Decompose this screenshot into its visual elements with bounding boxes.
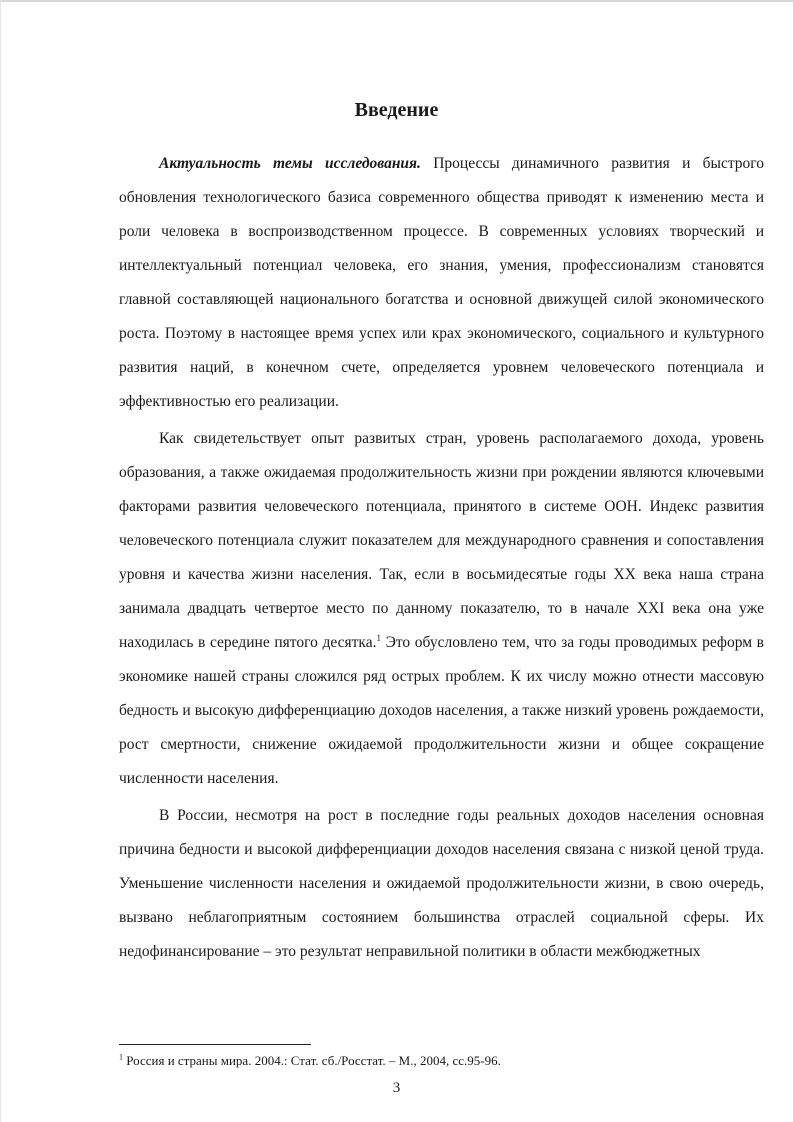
paragraph-text: Как свидетельствует опыт развитых стран, уровень располагаемого дохода, уровень образования, а также ожидаемая продолжительность жизни при рождении являются ключевыми факторами развития человеческого потенциала, принятого в системе ООН. Индекс развития человеческого потенциала служит показателем для международного сравнения и сопоставления уровня и качества жизни населения. Так, если в восьмидесятые годы XX века наша страна занимала двадцать четвертое место по данному показателю, то в начале XXI века она уже находилась в середине пятого десятка. xyxy=(119,430,764,651)
page-title: Введение xyxy=(354,99,439,121)
paragraph-experience xyxy=(119,422,764,796)
footnote-reference[interactable]: 1 xyxy=(376,632,381,643)
paragraph-text: Это обусловлено тем, что за годы проводимых реформ в экономике нашей страны сложился ряд острых проблем. К их числу можно отнести массовую бедность и высокую дифференциацию доходов населения, а также низкий уровень рождаемости, рост смертности, снижение ожидаемой продолжительности жизни и общее сокращение численности населения. xyxy=(119,634,764,787)
footnote-text: Россия и страны мира. 2004.: Стат. сб./Росстат. – М., 2004, сс.95-96. xyxy=(123,1053,501,1068)
paragraph-russia xyxy=(119,799,764,969)
paragraph-text: В России, несмотря на рост в последние годы реальных доходов населения основная причина бедности и высокой дифференциации доходов населения связана с низкой ценой труда. Уменьшение численности населения и ожидаемой продолжительности жизни, в свою очередь, вызвано неблагоприятным состоянием большинства отраслей социальной сферы. Их недофинансирование – это результат неправильной политики в области межбюджетных xyxy=(119,807,764,960)
page-number: 3 xyxy=(392,1080,401,1096)
footnote-mark: 1 xyxy=(119,1052,123,1062)
scan-edge-top xyxy=(0,0,793,2)
body-text xyxy=(119,147,764,969)
paragraph-text: Процессы динамичного развития и быстрого обновления технологического базиса современного общества приводят к изменению места и роли человека в воспроизводственном процессе. В современных условиях творческий и интеллектуальный потенциал человека, его знания, умения, профессионализм становятся главной составляющей национального богатства и основной движущей силой экономического роста. Поэтому в настоящее время успех или крах экономического, социального и культурного развития наций, в конечном счете, определяется уровнем человеческого потенциала и эффективностью его реализации. xyxy=(119,155,765,410)
paragraph-lead: Актуальность темы исследования. xyxy=(159,155,421,172)
footnote-divider xyxy=(119,1044,311,1045)
paragraph-relevance xyxy=(119,147,764,419)
scan-edge-left xyxy=(0,0,1,1122)
footnote xyxy=(119,1052,764,1070)
